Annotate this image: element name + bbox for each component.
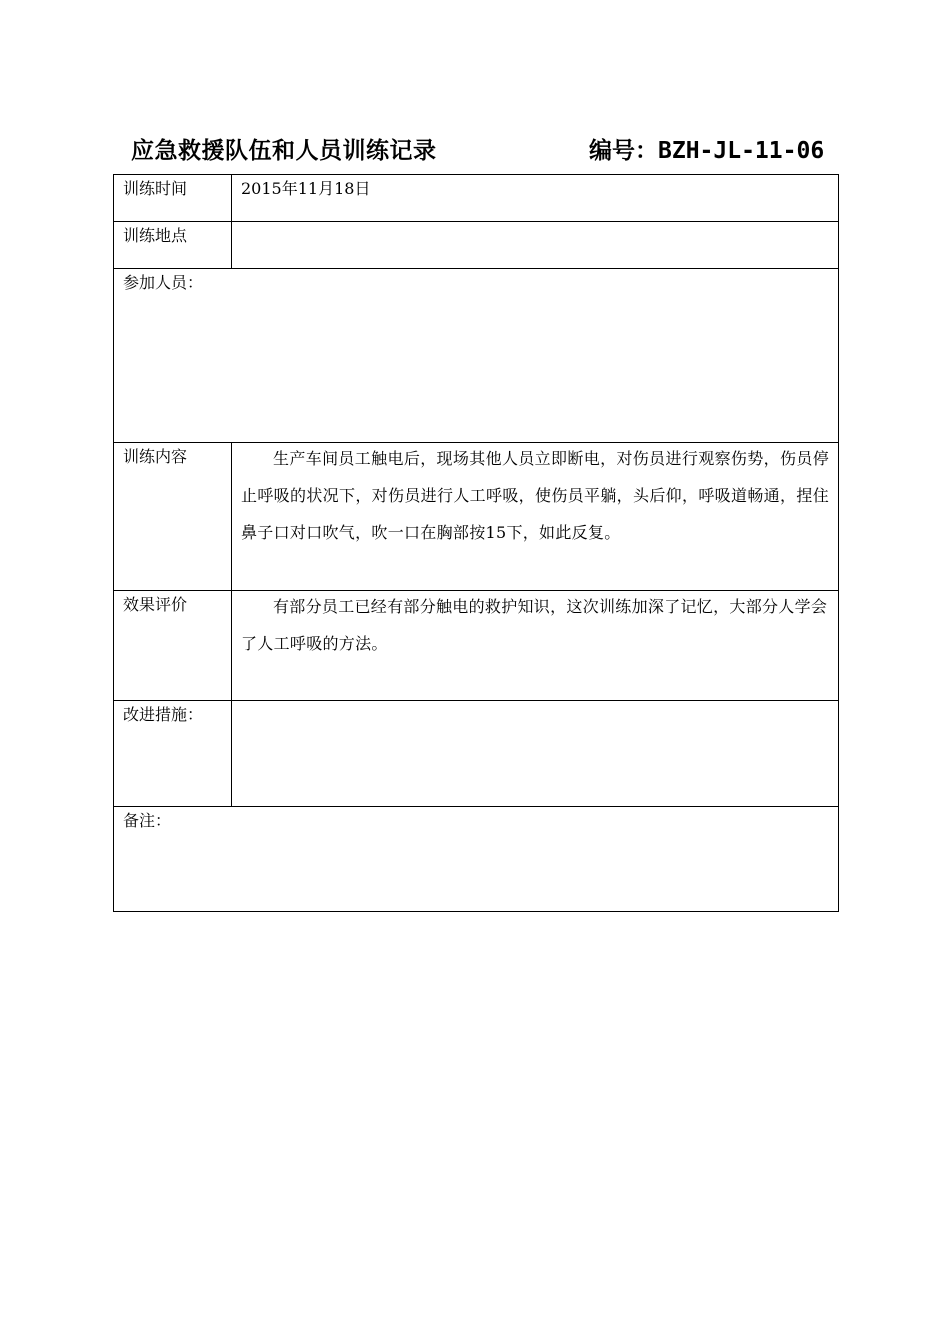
row-participants	[114, 269, 839, 443]
row-training-place	[114, 222, 839, 269]
document-code-label: 编号：	[589, 137, 658, 164]
effect-evaluation-text: 有部分员工已经有部分触电的救护知识，这次训练加深了记忆，大部分人学会了人工呼吸的方法。	[241, 597, 828, 653]
document-code	[589, 132, 824, 165]
participants-cell	[114, 269, 839, 443]
row-training-content	[114, 443, 839, 591]
improvement-measures-label: 改进措施：	[114, 701, 232, 807]
training-place-label: 训练地点	[114, 222, 232, 269]
notes-cell	[114, 807, 839, 912]
training-time-value: 2015年11月18日	[232, 175, 839, 222]
effect-evaluation-label: 效果评价	[114, 591, 232, 701]
training-content-label: 训练内容	[114, 443, 232, 591]
training-place-value	[232, 222, 839, 269]
training-content-text: 生产车间员工触电后，现场其他人员立即断电，对伤员进行观察伤势，伤员停止呼吸的状况下，对伤员进行人工呼吸，使伤员平躺，头后仰，呼吸道畅通，捏住鼻子口对口吹气，吹一口在胸部按15下，如此反复。	[241, 449, 829, 542]
document-code-value: BZH-JL-11-06	[658, 138, 825, 164]
notes-label: 备注：	[123, 811, 172, 830]
row-notes	[114, 807, 839, 912]
improvement-measures-value	[232, 701, 839, 807]
row-training-time	[114, 175, 839, 222]
row-improvement-measures	[114, 701, 839, 807]
row-effect-evaluation	[114, 591, 839, 701]
document-header	[131, 132, 825, 168]
effect-evaluation-cell	[232, 591, 839, 701]
participants-label: 参加人员：	[123, 273, 204, 292]
training-time-label: 训练时间	[114, 175, 232, 222]
training-content-cell	[232, 443, 839, 591]
document-title: 应急救援队伍和人员训练记录	[131, 137, 437, 164]
training-record-table	[113, 174, 839, 912]
